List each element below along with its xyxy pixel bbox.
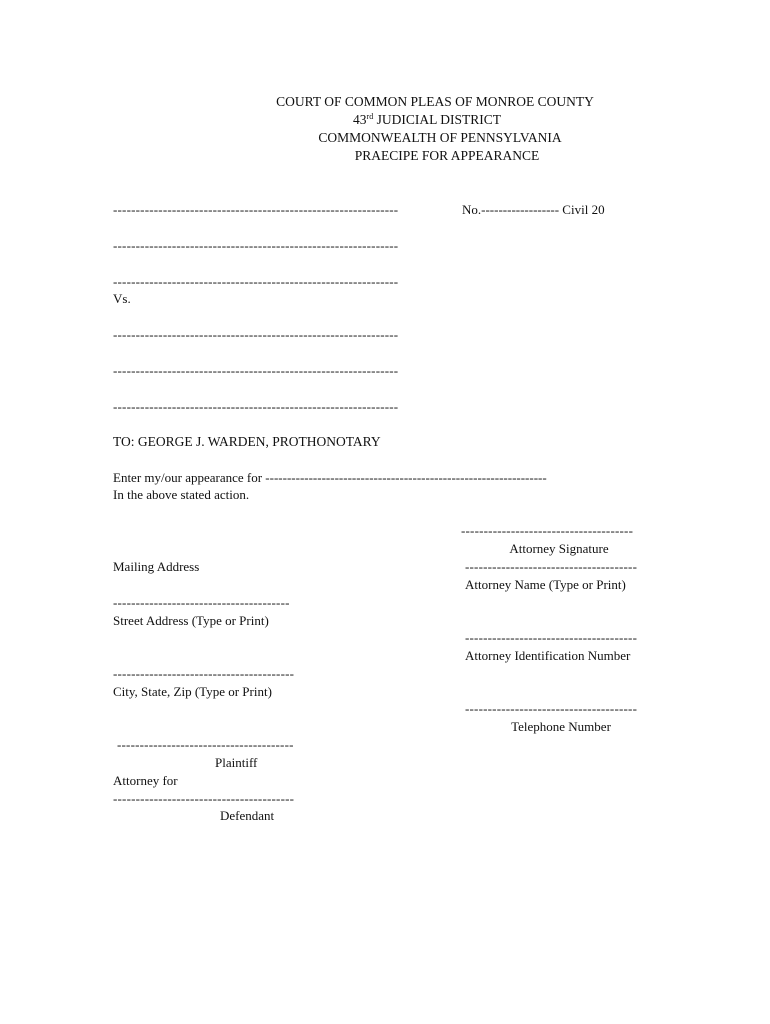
attorney-signature-line[interactable]: --------------------------------------: [461, 523, 634, 538]
form-header: [0, 93, 770, 165]
plaintiff-line-2[interactable]: ---------------------------------------------------------------: [113, 238, 399, 253]
district-text: JUDICIAL DISTRICT: [373, 112, 501, 127]
telephone-line[interactable]: --------------------------------------: [465, 701, 638, 716]
judicial-district: [0, 111, 770, 129]
attorney-name-label: Attorney Name (Type or Print): [465, 577, 626, 592]
defendant-line-2[interactable]: ---------------------------------------------------------------: [113, 363, 399, 378]
street-address-line[interactable]: ---------------------------------------: [113, 595, 290, 610]
plaintiff-attorney-line[interactable]: ---------------------------------------: [117, 737, 294, 752]
appearance-action: In the above stated action.: [113, 487, 250, 502]
defendant-line-3[interactable]: ---------------------------------------------------------------: [113, 399, 399, 414]
attorney-name-line[interactable]: --------------------------------------: [465, 559, 638, 574]
district-number: 43: [353, 112, 367, 127]
city-state-zip-line[interactable]: ----------------------------------------: [113, 666, 295, 681]
plaintiff-line-1[interactable]: ---------------------------------------------------------------: [113, 202, 399, 217]
case-number-field[interactable]: No.------------------ Civil 20: [462, 202, 605, 217]
appearance-entry[interactable]: Enter my/our appearance for -----------------------------------------------------------------: [113, 470, 547, 485]
telephone-label: Telephone Number: [511, 719, 611, 734]
attorney-id-line[interactable]: --------------------------------------: [465, 630, 638, 645]
defendant-line-1[interactable]: ---------------------------------------------------------------: [113, 327, 399, 342]
district-ordinal: rd: [366, 112, 374, 121]
plaintiff-line-3[interactable]: ---------------------------------------------------------------: [113, 274, 399, 289]
street-address-label: Street Address (Type or Print): [113, 613, 269, 628]
versus-label: Vs.: [113, 291, 131, 306]
defendant-label: Defendant: [220, 808, 275, 823]
city-state-zip-label: City, State, Zip (Type or Print): [113, 684, 272, 699]
commonwealth: COMMONWEALTH OF PENNSYLVANIA: [318, 130, 562, 145]
attorney-id-label: Attorney Identification Number: [465, 648, 631, 663]
prothonotary-address: TO: GEORGE J. WARDEN, PROTHONOTARY: [113, 434, 381, 449]
mailing-address-label: Mailing Address: [113, 559, 200, 574]
attorney-signature-label: Attorney Signature: [509, 541, 609, 556]
defendant-attorney-line[interactable]: ----------------------------------------: [113, 791, 295, 806]
court-name: COURT OF COMMON PLEAS OF MONROE COUNTY: [276, 94, 594, 109]
plaintiff-label: Plaintiff: [215, 755, 258, 770]
form-title: PRAECIPE FOR APPEARANCE: [354, 148, 540, 163]
attorney-for-label: Attorney for: [113, 773, 178, 788]
